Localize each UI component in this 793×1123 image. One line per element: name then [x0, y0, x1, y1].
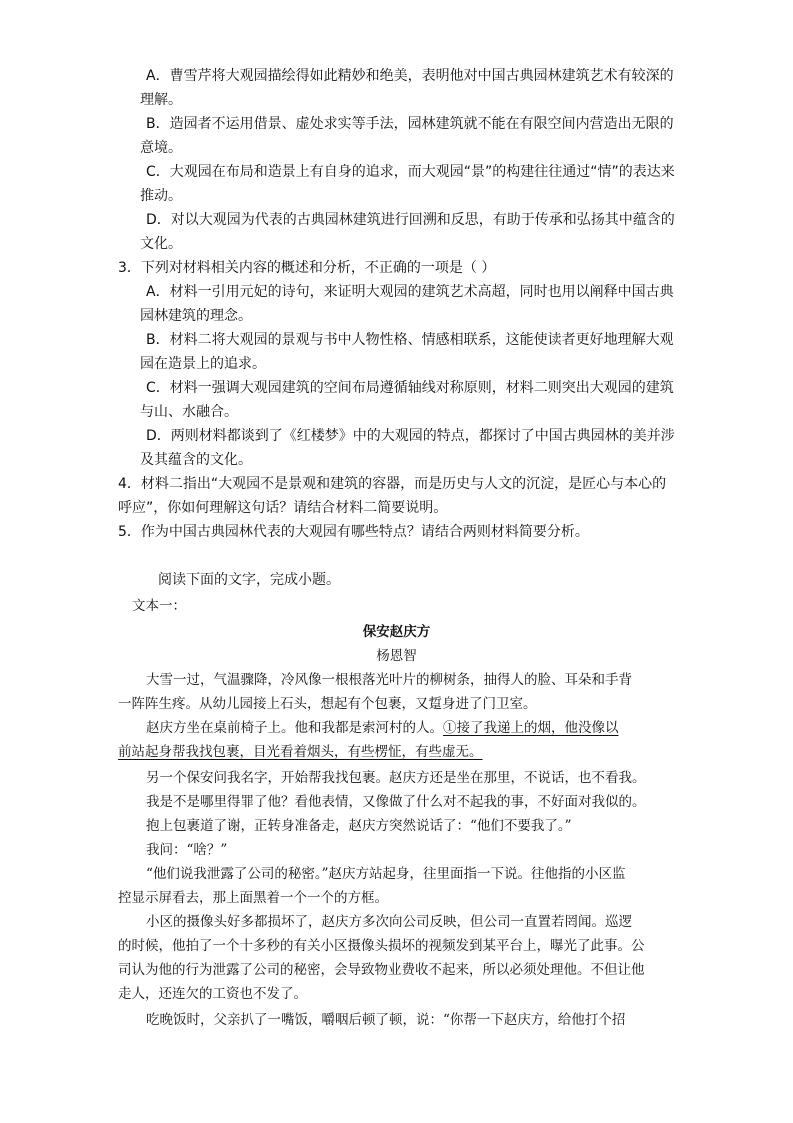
- story-title: 保安赵庆方: [362, 624, 431, 640]
- q2-option-a-line1: A．曹雪芹将大观园描绘得如此精妙和绝美，表明他对中国古典园林建筑艺术有较深的: [146, 68, 674, 84]
- q2-option-c-line1: C．大观园在布局和造景上有自身的追求，而大观园“景”的构建往往通过“情”的表达来: [146, 164, 675, 180]
- underlined-sentence-1-cont: 前站起身帮我找包裹，目光看着烟头，有些楞怔，有些虚无。: [118, 744, 483, 760]
- paragraph-line: 我问：“啥？”: [146, 842, 228, 858]
- paragraph-line: 控显示屏看去，那上面黑着一个一个的方框。: [118, 890, 388, 906]
- q2-option-c-line2: 推动。: [140, 188, 182, 204]
- underlined-sentence-1: ①接了我递上的烟，他没像以: [443, 720, 619, 736]
- q3-stem: 3．下列对材料相关内容的概述和分析，不正确的一项是（ ）: [118, 260, 496, 276]
- paragraph-line: “他们说我泄露了公司的秘密。”赵庆方站起身，往里面指一下说。往他指的小区监: [146, 866, 626, 882]
- q4-line1: 4．材料二指出“大观园不是景观和建筑的容器，而是历史与人文的沉淀，是匠心与本心的: [118, 476, 667, 492]
- story-author: 杨恩智: [376, 648, 417, 664]
- paragraph-line: 走人，还连欠的工资也不发了。: [118, 986, 307, 1002]
- reading-instruction: 阅读下面的文字，完成小题。: [158, 572, 340, 588]
- q4-line2: 呼应”，你如何理解这句话？请结合材料二简要说明。: [118, 500, 448, 516]
- q2-option-d-line2: 文化。: [140, 236, 182, 252]
- q2-option-b-line2: 意境。: [140, 140, 182, 156]
- q2-option-b-line1: B．造园者不运用借景、虚处求实等手法，园林建筑就不能在有限空间内营造出无限的: [146, 116, 674, 132]
- paragraph-line: 吃晚饭时，父亲扒了一嘴饭，嚼咽后顿了顿，说：“你帮一下赵庆方，给他打个招: [146, 1012, 626, 1028]
- q3-option-c-line1: C．材料一强调大观园建筑的空间布局遵循轴线对称原则，材料二则突出大观园的建筑: [146, 380, 674, 396]
- paragraph-line: 另一个保安问我名字，开始帮我找包裹。赵庆方还是坐在那里，不说话，也不看我。: [146, 770, 646, 786]
- q2-option-d-line1: D．对以大观园为代表的古典园林建筑进行回溯和反思，有助于传承和弘扬其中蕴含的: [146, 212, 675, 228]
- q5-stem: 5．作为中国古典园林代表的大观园有哪些特点？请结合两则材料简要分析。: [118, 524, 589, 540]
- paragraph-line: 的时候，他拍了一个十多秒的有关小区摄像头损坏的视频发到某平台上，曝光了此事。公: [118, 938, 645, 954]
- paragraph-line: 一阵阵生疼。从幼儿园接上石头，想起有个包裹，又踅身进了门卫室。: [118, 696, 537, 712]
- q2-option-a-line2: 理解。: [140, 92, 182, 108]
- paragraph-line: 我是不是哪里得罪了他？看他表情，又像做了什么对不起我的事，不好面对我似的。: [146, 794, 646, 810]
- q3-option-a-line1: A．材料一引用元妃的诗句，来证明大观园的建筑艺术高超，同时也用以阐释中国古典: [146, 284, 674, 300]
- q3-option-b-line2: 园在造景上的追求。: [140, 356, 266, 372]
- paragraph-line: 小区的摄像头好多都损坏了，赵庆方多次向公司反映，但公司一直置若罔闻。巡逻: [146, 914, 632, 930]
- paragraph-line: 抱上包裹道了谢，正转身准备走，赵庆方突然说话了：“他们不要我了。”: [146, 818, 572, 834]
- text-label: 文本一：: [132, 598, 186, 614]
- q3-option-a-line2: 园林建筑的理念。: [140, 308, 252, 324]
- q3-option-b-line1: B．材料二将大观园的景观与书中人物性格、情感相联系，这能使读者更好地理解大观: [146, 332, 674, 348]
- paragraph-line: 司认为他的行为泄露了公司的秘密，会导致物业费收不起来，所以必须处理他。不但让他: [118, 962, 645, 978]
- paragraph-line: 大雪一过，气温骤降，冷风像一根根落光叶片的柳树条，抽得人的脸、耳朵和手背: [146, 672, 632, 688]
- paragraph-line: 赵庆方坐在桌前椅子上。他和我都是索河村的人。①接了我递上的烟，他没像以: [146, 720, 619, 736]
- q3-option-d-line1: D．两则材料都谈到了《红楼梦》中的大观园的特点，都探讨了中国古典园林的美并涉: [146, 428, 675, 444]
- q3-option-d-line2: 及其蕴含的文化。: [140, 452, 252, 468]
- q3-option-c-line2: 与山、水融合。: [140, 404, 238, 420]
